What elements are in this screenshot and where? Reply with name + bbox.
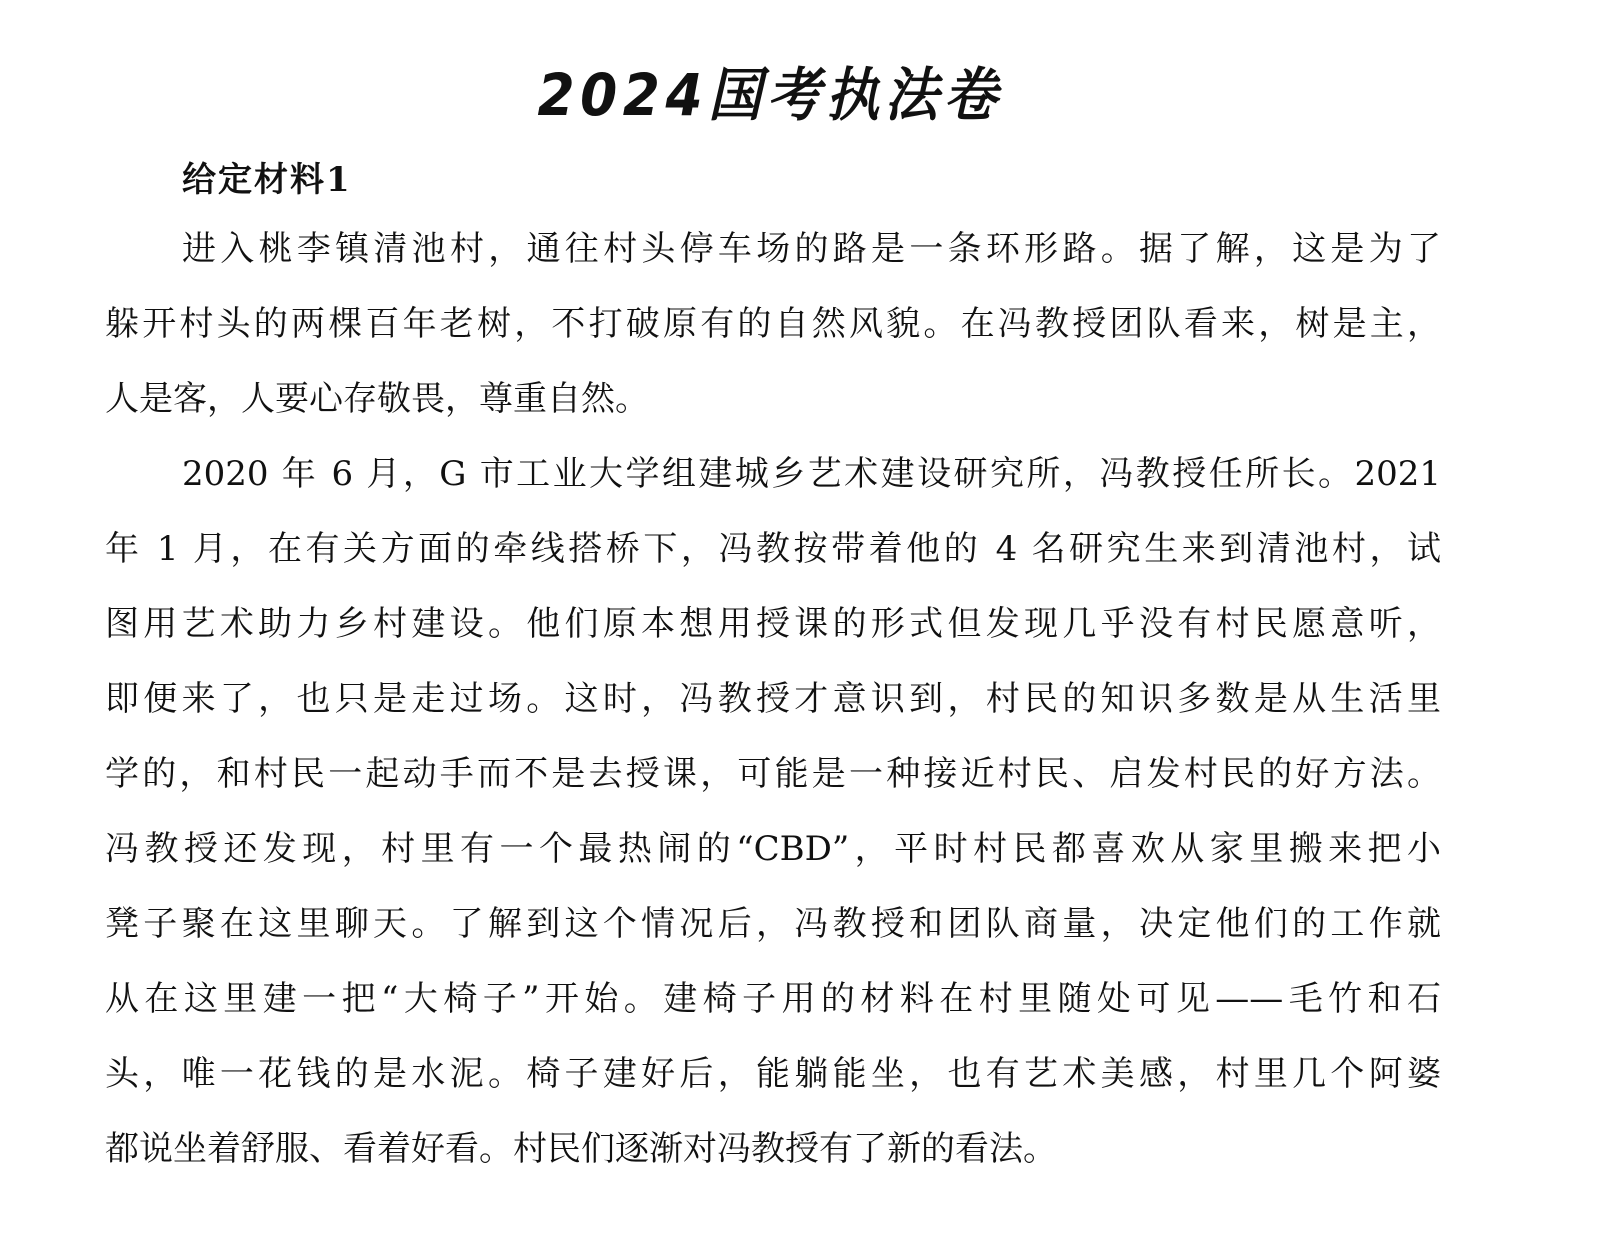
text-line: 图用艺术助力乡村建设。他们原本想用授课的形式但发现几乎没有村民愿意听， (105, 604, 1441, 644)
text-line: 从在这里建一把“大椅子”开始。建椅子用的材料在村里随处可见——毛竹和石 (105, 979, 1441, 1019)
document-body (105, 212, 1441, 1187)
text-line: 都说坐着舒服、看着好看。村民们逐渐对冯教授有了新的看法。 (105, 1129, 1057, 1169)
text-line: 年 1 月，在有关方面的牵线搭桥下，冯教按带着他的 4 名研究生来到清池村，试 (105, 529, 1441, 569)
paragraph-2 (105, 437, 1441, 1187)
text-line: 人是客，人要心存敬畏，尊重自然。 (105, 379, 649, 419)
text-line: 头，唯一花钱的是水泥。椅子建好后，能躺能坐，也有艺术美感，村里几个阿婆 (105, 1054, 1441, 1094)
document-title: 2024国考执法卷 (537, 61, 1003, 129)
text-line: 冯教授还发现，村里有一个最热闹的“CBD”，平时村民都喜欢从家里搬来把小 (105, 829, 1441, 869)
paragraph-1 (105, 212, 1441, 437)
text-line: 躲开村头的两棵百年老树，不打破原有的自然风貌。在冯教授团队看来，树是主， (105, 304, 1441, 344)
text-line: 2020 年 6 月，G 市工业大学组建城乡艺术建设研究所，冯教授任所长。2021 (182, 454, 1441, 494)
text-line: 进入桃李镇清池村，通往村头停车场的路是一条环形路。据了解，这是为了 (182, 229, 1441, 269)
text-line: 学的，和村民一起动手而不是去授课，可能是一种接近村民、启发村民的好方法。 (105, 754, 1441, 794)
section-heading: 给定材料1 (182, 160, 352, 200)
text-line: 即便来了，也只是走过场。这时，冯教授才意识到，村民的知识多数是从生活里 (105, 679, 1441, 719)
text-line: 凳子聚在这里聊天。了解到这个情况后，冯教授和团队商量，决定他们的工作就 (105, 904, 1441, 944)
